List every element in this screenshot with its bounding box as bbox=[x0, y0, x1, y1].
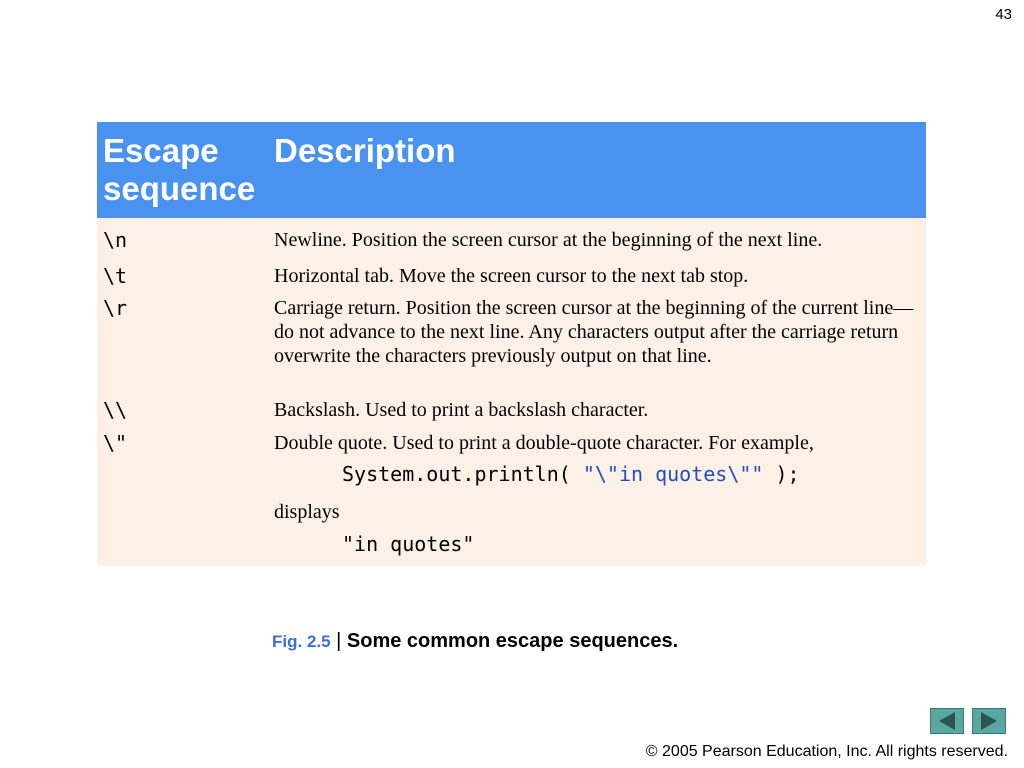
escape-code: \t bbox=[103, 264, 128, 288]
next-slide-button[interactable] bbox=[972, 708, 1006, 734]
escape-description: Backslash. Used to print a backslash character. bbox=[274, 399, 649, 421]
escape-code: \\ bbox=[103, 398, 128, 422]
caption-text: Some common escape sequences. bbox=[346, 630, 679, 652]
example-code-prefix: System.out.println( bbox=[342, 462, 583, 486]
escape-code: \r bbox=[103, 296, 128, 320]
example-output: "in quotes" bbox=[342, 532, 475, 556]
previous-slide-button[interactable] bbox=[930, 708, 964, 734]
escape-description: Double quote. Used to print a double-quote character. For example, bbox=[274, 432, 814, 454]
caption-separator: | bbox=[330, 630, 347, 652]
escape-description: Carriage return. Position the screen cursor at the beginning of the current line—do not advance to the next line. Any characters output after the carriage return overwrite the characters previously output on that line. bbox=[274, 297, 914, 367]
escape-code: \" bbox=[103, 431, 128, 455]
escape-description: Newline. Position the screen cursor at the beginning of the next line. bbox=[274, 229, 823, 251]
example-code-string: "\"in quotes\"" bbox=[582, 462, 764, 486]
displays-label: displays bbox=[274, 501, 340, 523]
escape-sequence-table bbox=[97, 122, 926, 566]
example-code-line bbox=[342, 462, 800, 486]
figure-label: Fig. 2.5 bbox=[272, 632, 331, 651]
triangle-left-icon bbox=[939, 712, 955, 730]
example-code-suffix: ); bbox=[763, 462, 800, 486]
figure-caption bbox=[272, 630, 678, 653]
copyright-notice: © 2005 Pearson Education, Inc. All rights reserved. bbox=[645, 743, 1008, 760]
triangle-right-icon bbox=[981, 712, 997, 730]
page-number: 43 bbox=[995, 6, 1012, 23]
header-description: Description bbox=[274, 132, 456, 169]
escape-code: \n bbox=[103, 228, 128, 252]
header-escape-sequence: Escape sequence bbox=[103, 132, 256, 207]
escape-description: Horizontal tab. Move the screen cursor to the next tab stop. bbox=[274, 265, 749, 287]
table-header bbox=[97, 122, 926, 218]
